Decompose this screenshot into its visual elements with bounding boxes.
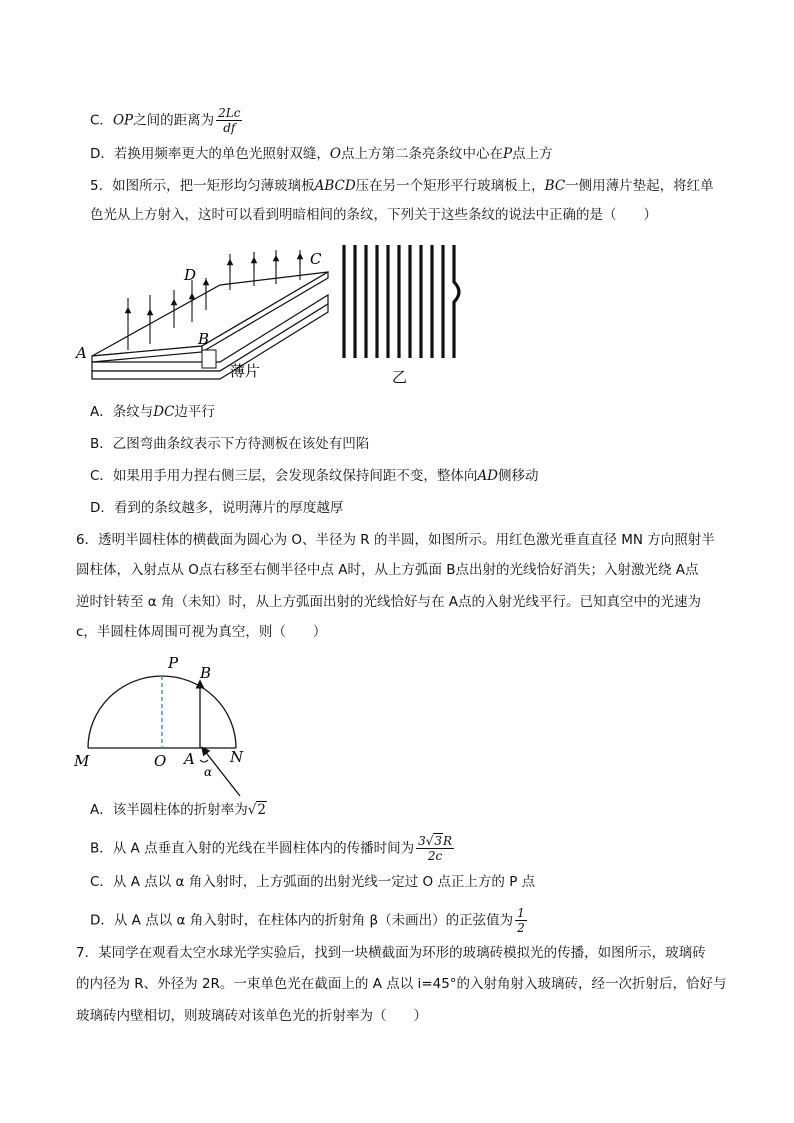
label-n: N: [230, 748, 244, 766]
q5-figure: [70, 240, 490, 390]
q6-option-a: A．该半圆柱体的折射率为√2: [90, 802, 266, 818]
q4-option-d: D．若换用频率更大的单色光照射双缝，O点上方第二条亮条纹中心在P点上方: [90, 146, 553, 162]
q6-option-d: D．从 A 点以 α 角入射时，在柱体内的折射角 β（未画出）的正弦值为 $\frac{1}{2}$: [90, 906, 525, 935]
label-a: A: [76, 344, 87, 362]
shim: [202, 350, 216, 368]
q5-stem-line2: 色光从上方射入，这时可以看到明暗相间的条纹，下列关于这些条纹的说法中正确的是（ ）: [90, 207, 657, 223]
q5-option-b: B．乙图弯曲条纹表示下方待测板在该处有凹陷: [90, 436, 370, 452]
fraction-3sqrt3r-2c: $\frac{3√3R}{2c}$: [418, 834, 453, 863]
q5-option-d: D．看到的条纹越多，说明薄片的厚度越厚: [90, 500, 344, 516]
q6-stem-line1: 6．透明半圆柱体的横截面为圆心为 O、半径为 R 的半圆，如图所示。用红色激光垂直直径 MN 方向照射半: [76, 532, 715, 548]
var-op: OP: [112, 112, 134, 129]
q6-figure: [70, 652, 270, 812]
fringe-pattern: [344, 245, 459, 358]
q6-stem-line3: 逆时针转至 α 角（未知）时，从上方弧面出射的光线恰好与在 A点的入射光线平行。已知真空中的光速为: [76, 594, 702, 610]
q6-option-c: C．从 A 点以 α 角入射时，上方弧面的出射光线一定过 O 点正上方的 P 点: [90, 874, 536, 890]
label-shim: 薄片: [230, 362, 261, 380]
q6-option-b: B．从 A 点垂直入射的光线在半圆柱体内的传播时间为 $\frac{3√3R}{2c}$: [90, 834, 453, 863]
q5-stem-line1: 5．如图所示，把一矩形均匀薄玻璃板ABCD压在另一个矩形平行玻璃板上，BC一侧用薄片垫起，将红单: [90, 178, 714, 194]
q5-option-a: A．条纹与DC边平行: [90, 404, 215, 420]
label-a: A: [184, 750, 195, 768]
label-o: O: [154, 752, 167, 770]
q6-stem-line2: 圆柱体，入射点从 O点右移至右侧半径中点 A时，从上方弧面 B点出射的光线恰好消失；入射激光绕 A点: [76, 562, 699, 578]
sqrt-2: √2: [247, 802, 266, 818]
q7-stem-line1: 7．某同学在观看太空水球光学实验后，找到一块横截面为环形的玻璃砖模拟光的传播，如图所示，玻璃砖: [76, 945, 706, 961]
label-c: C: [310, 250, 322, 268]
fraction-1-2: $\frac{1}{2}$: [517, 906, 525, 935]
label-yi: 乙: [392, 368, 408, 386]
q7-stem-line2: 的内径为 R、外径为 2R。一束单色光在截面上的 A 点以 i=45°的入射角射入玻璃砖，经一次折射后，恰好与: [76, 976, 727, 992]
q6-stem-line4: c，半圆柱体周围可视为真空，则（ ）: [76, 624, 327, 640]
label-p: P: [168, 654, 179, 672]
label-b: B: [200, 664, 212, 682]
label-b: B: [198, 330, 210, 348]
label-d: D: [184, 266, 197, 284]
q7-stem-line3: 玻璃砖内壁相切，则玻璃砖对该单色光的折射率为（ ）: [76, 1008, 427, 1024]
q5-option-c: C．如果用手用力捏右侧三层，会发现条纹保持间距不变，整体向AD侧移动: [90, 468, 539, 484]
angle-arc: [200, 760, 208, 762]
q4-option-c: C．OP之间的距离为 $\frac{2Lc}{df}$: [90, 106, 241, 135]
fraction-2lc-df: $\frac{2Lc}{df}$: [218, 106, 241, 135]
label-m: M: [74, 752, 90, 770]
label-alpha: α: [204, 765, 213, 779]
